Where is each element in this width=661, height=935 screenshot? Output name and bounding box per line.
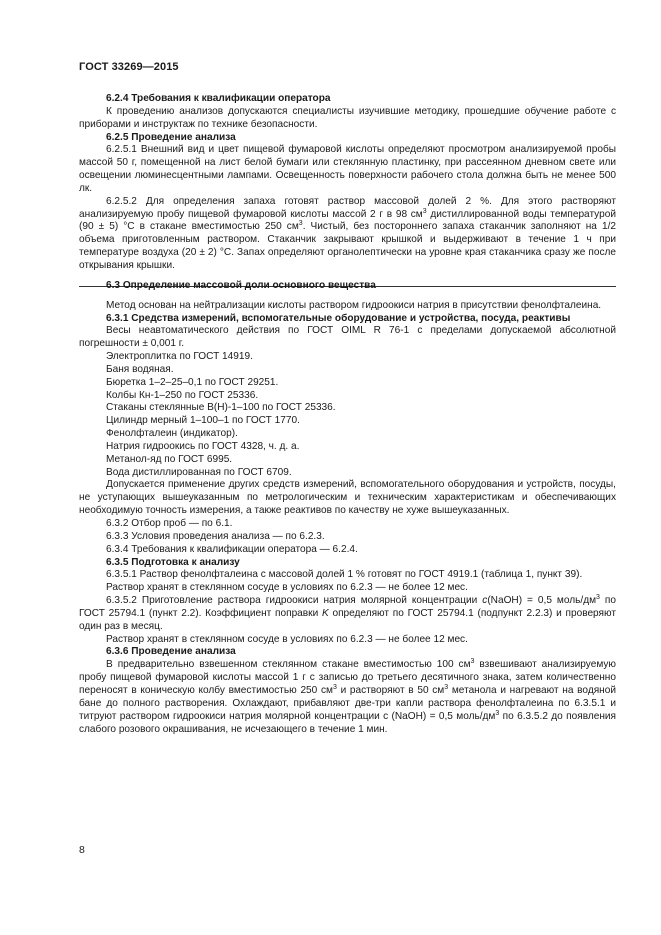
- paragraph-p08: 6.3.1 Средства измерений, вспомогательные оборудование и устройства, посуда, реактивы: [106, 312, 571, 324]
- paragraph-p10: Электроплитка по ГОСТ 14919.: [106, 351, 253, 363]
- paragraph-p29: 6.3.6 Проведение анализа: [106, 646, 236, 658]
- paragraph-p18: Метанол-яд по ГОСТ 6995.: [106, 453, 233, 465]
- paragraph-p17: Натрия гидроокись по ГОСТ 4328, ч. д. а.: [106, 440, 300, 452]
- page-number: 8: [79, 844, 85, 856]
- paragraph-p30: В предварительно взвешенном стеклянном стакане вместимостью 100 $см^3$ взвешивают анализируемую пробу пищевой фумаровой кислоты массой 1 г с записью до третьего десятичного знака, затем количественно переносят в коническую колбу вместимостью 250 $см^3$ и растворяют в 50 $см^3$ метанола и нагревают на водяной бане до полного растворения. Охлаждают, прибавляют две-три капли раствора фенолфталеина по 6.3.5.1 и титруют раствором гидроокиси натрия молярной концентрации с (NaOH) = 0,5 моль/$дм^3$ по 6.3.5.2 до появления слабого розового окрашивания, не исчезающего в течение 1 мин.: [79, 658, 617, 735]
- paragraph-gap: [79, 273, 616, 280]
- paragraph-p01: 6.2.4 Требования к квалификации оператора: [106, 93, 331, 104]
- paragraph-p03: 6.2.5 Проведение анализа: [106, 131, 236, 143]
- paragraph-p28: Раствор хранят в стеклянном сосуде в условиях по 6.2.3 — не более 12 мес.: [106, 633, 468, 645]
- document-body: [79, 93, 616, 736]
- paragraph-p20: Допускается применение других средств измерений, вспомогательного оборудования и устройств, посуды, не уступающих вышеуказанным по метрологическим и техническим характеристикам и обеспечивающих необходимую точность измерения, а также реактивов по качеству не хуже вышеуказанных.: [79, 479, 616, 517]
- paragraph-p09: Весы неавтоматического действия по ГОСТ OIML R 76-1 с пределами допускаемой абсолютной погрешности ± 0,001 г.: [79, 325, 616, 350]
- paragraph-p26: Раствор хранят в стеклянном сосуде в условиях по 6.2.3 — не более 12 мес.: [106, 582, 468, 594]
- paragraph-p24: 6.3.5 Подготовка к анализу: [106, 556, 240, 568]
- paragraph-p25: 6.3.5.1 Раствор фенолфталеина с массовой долей 1 % готовят по ГОСТ 4919.1 (таблица 1, пункт 39).: [106, 569, 583, 581]
- paragraph-p27: 6.3.5.2 Приготовление раствора гидроокиси натрия молярной концентрации c(NaOH) = 0,5 моль/$дм^3$ по ГОСТ 25794.1 (пункт 2.2). Коэффициент поправки K определяют по ГОСТ 25794.1 (подпункт 2.2.3) и проверяют один раз в месяц.: [79, 594, 616, 632]
- paragraph-p07: Метод основан на нейтрализации кислоты раствором гидроокиси натрия в присутствии фенолфталеина.: [106, 299, 602, 311]
- paragraph-p21: 6.3.2 Отбор проб — по 6.1.: [106, 518, 233, 529]
- paragraph-p15: Цилиндр мерный 1–100–1 по ГОСТ 1770.: [106, 415, 300, 427]
- paragraph-p05: 6.2.5.2 Для определения запаха готовят раствор массовой долей 2 %. Для этого растворяют анализируемую пробу пищевой фумаровой кислоты массой 2 г в 98 $см^3$ дистиллированной воды температурой (90 ± 5) °С в стакане вместимостью 250 $см^3$. Чистый, без постороннего запаха стаканчик заполняют на 1/2 объема приготовленным раствором. Стаканчик закрывают крышкой и выдерживают в течение 1 ч при температуре воздуха (20 ± 2) °С. Запах определяют органолептически на уровне края стаканчика сразу же после открывания крышки.: [79, 195, 617, 271]
- paragraph-p23: 6.3.4 Требования к квалификации оператора — 6.2.4.: [106, 543, 358, 555]
- paragraph-gap: [79, 293, 616, 300]
- paragraph-p19: Вода дистиллированная по ГОСТ 6709.: [106, 466, 292, 478]
- paragraph-p06: 6.3 Определение массовой доли основного вещества: [106, 279, 376, 291]
- paragraph-p04: 6.2.5.1 Внешний вид и цвет пищевой фумаровой кислоты определяют просмотром анализируемой пробы массой 50 г, помещенной на лист белой бумаги или стеклянную пластинку, при рассеянном дневном свете или освещении люминесцентными лампами. Освещенность поверхности рабочего стола должна быть не менее 500 лк.: [79, 144, 616, 194]
- paragraph-p22: 6.3.3 Условия проведения анализа — по 6.2.3.: [106, 530, 325, 542]
- paragraph-p11: Баня водяная.: [106, 363, 174, 375]
- paragraph-p02: К проведению анализов допускаются специалисты изучившие методику, прошедшие обучение работе с приборами и инструктаж по технике безопасности.: [79, 105, 616, 130]
- paragraph-p13: Колбы Кн-1–250 по ГОСТ 25336.: [106, 389, 259, 401]
- paragraph-p16: Фенолфталеин (индикатор).: [106, 428, 238, 440]
- document-code: ГОСТ 33269—2015: [79, 61, 179, 73]
- paragraph-p14: Стаканы стеклянные В(Н)-1–100 по ГОСТ 25336.: [106, 402, 336, 414]
- paragraph-p12: Бюретка 1–2–25–0,1 по ГОСТ 29251.: [106, 376, 279, 388]
